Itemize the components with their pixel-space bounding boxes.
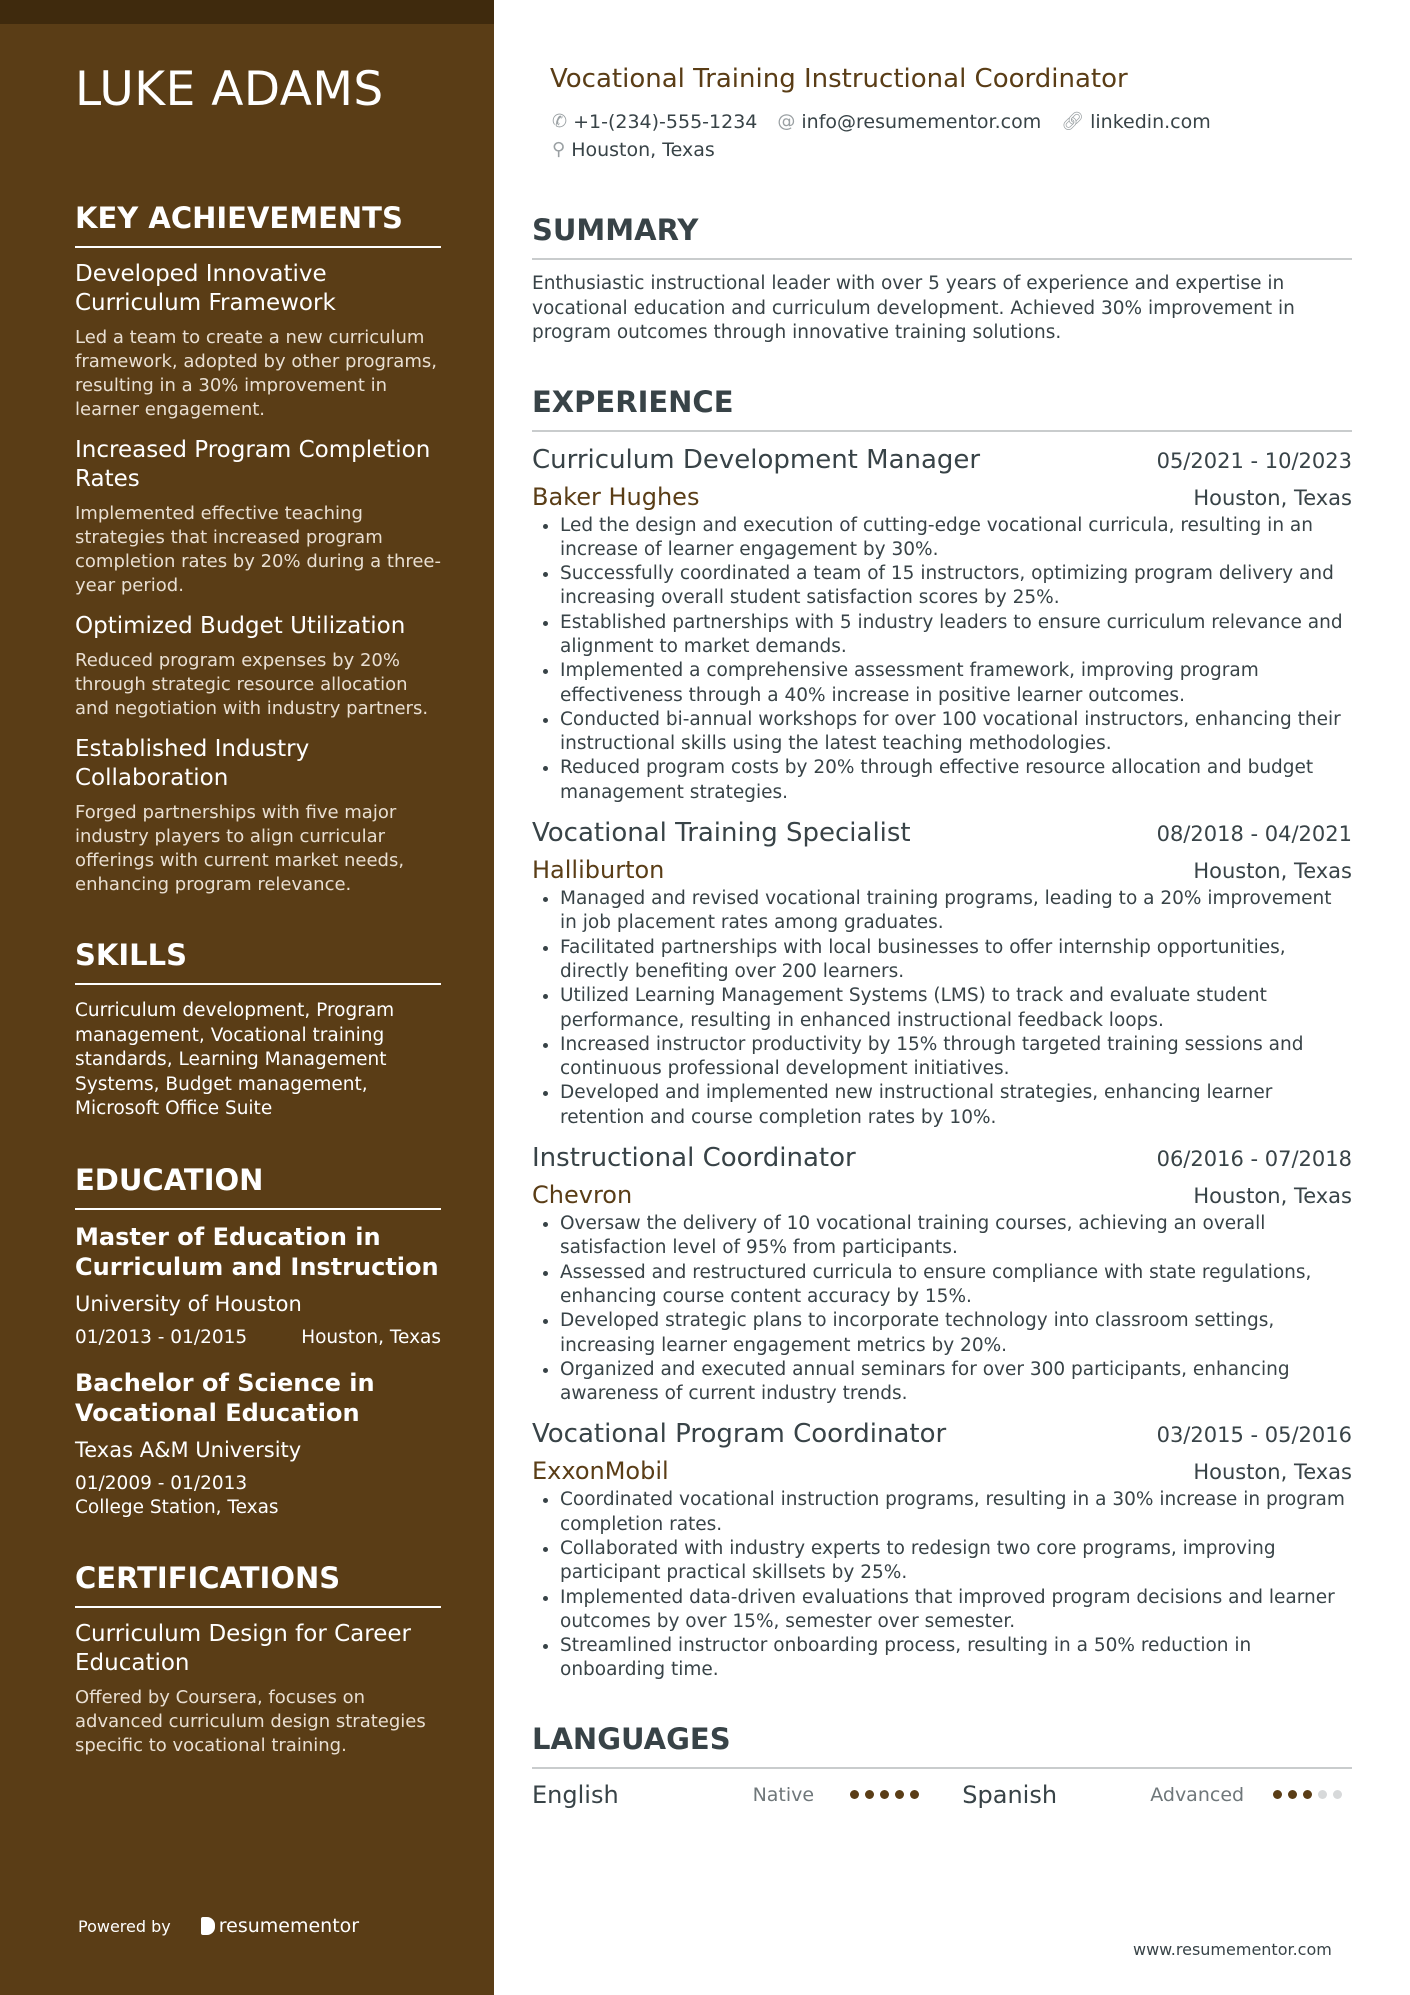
education-section [75, 1162, 441, 1520]
achievement-title: Established Industry Collaboration [75, 736, 310, 791]
job-role: Instructional Coordinator [532, 1143, 856, 1174]
job-bullet: • Managed and revised vocational training programs, leading to a 20% improvement in job placement rates among graduates. [560, 887, 1352, 936]
job-role: Curriculum Development Manager [532, 444, 981, 475]
brand-logo-icon [201, 1917, 215, 1935]
sidebar [0, 0, 494, 1995]
education-location: College Station, Texas [75, 1496, 279, 1518]
rating-dot-empty [1333, 1790, 1342, 1799]
job-bullet: • Collaborated with industry experts to redesign two core programs, improving participant practical skillsets by 25%. [560, 1537, 1352, 1586]
link-icon: 🔗︎ [1061, 111, 1085, 132]
job-bullet: • Developed and implemented new instructional strategies, enhancing learner retention and course completion rates by 10%. [560, 1081, 1352, 1130]
skills-title: SKILLS [75, 937, 441, 985]
sidebar-content [75, 56, 441, 1758]
job-role: Vocational Training Specialist [532, 818, 911, 849]
experience-item [532, 1418, 1352, 1682]
job-bullet: • Facilitated partnerships with local businesses to offer internship opportunities, directly benefiting over 200 learners. [560, 936, 1352, 985]
job-dates: 03/2015 - 05/2016 [1156, 1423, 1352, 1448]
achievement-desc: Reduced program expenses by 20% through strategic resource allocation and negotiation with industry partners. [75, 650, 429, 719]
achievement-desc: Forged partnerships with five major industry players to align curricular offerings with current market needs, enhancing program relevance. [75, 802, 405, 895]
job-bullet: • Conducted bi-annual workshops for over 100 vocational instructors, enhancing their instructional skills using the latest teaching methodologies. [560, 708, 1352, 757]
language-level: Native [752, 1783, 815, 1806]
rating-dot-filled [895, 1790, 904, 1799]
education-title: EDUCATION [75, 1162, 441, 1210]
contact-phone[interactable]: ✆ +1-(234)-555-1234 [552, 108, 757, 136]
contact-info [552, 108, 1352, 164]
languages-section [532, 1721, 1352, 1809]
powered-by-label: Powered by [78, 1916, 171, 1936]
contact-location: ⚲ Houston, Texas [552, 136, 715, 164]
rating-dot-filled [1303, 1790, 1312, 1799]
job-bullets [532, 1212, 1352, 1406]
experience-item [532, 1142, 1352, 1406]
phone-icon: ✆ [552, 111, 568, 132]
education-item [75, 1368, 441, 1520]
rating-dot-filled [1273, 1790, 1282, 1799]
experience-section [532, 384, 1352, 1683]
achievement-title: Increased Program Completion Rates [75, 437, 431, 492]
job-dates: 05/2021 - 10/2023 [1156, 448, 1352, 473]
language-name: Spanish [962, 1780, 1058, 1809]
job-dates: 08/2018 - 04/2021 [1156, 822, 1352, 847]
job-bullet: • Increased instructor productivity by 15% through targeted training sessions and continuous professional development initiatives. [560, 1033, 1352, 1082]
education-item [75, 1222, 441, 1350]
job-bullet: • Successfully coordinated a team of 15 instructors, optimizing program delivery and increasing overall student satisfaction scores by 25%. [560, 562, 1352, 611]
job-location: Houston, Texas [1193, 1184, 1352, 1209]
job-bullets [532, 1488, 1352, 1682]
job-bullet: • Streamlined instructor onboarding process, resulting in a 50% reduction in onboarding time. [560, 1634, 1352, 1683]
achievements-title: KEY ACHIEVEMENTS [75, 200, 441, 248]
main-content [532, 56, 1352, 1809]
achievement-item [75, 612, 441, 721]
education-dates: 01/2009 - 01/2013 [75, 1472, 248, 1494]
job-bullet: • Organized and executed annual seminars for over 300 participants, enhancing awareness of current industry trends. [560, 1358, 1352, 1407]
sidebar-top-strip [0, 0, 494, 24]
education-meta [75, 1326, 441, 1350]
language-name: English [532, 1780, 619, 1809]
certification-title: Curriculum Design for Career Education [75, 1620, 411, 1676]
certification-desc: Offered by Coursera, focuses on advanced curriculum design strategies specific to vocational training. [75, 1686, 426, 1756]
job-bullet: • Implemented a comprehensive assessment framework, improving program effectiveness through a 40% increase in positive learner outcomes. [560, 659, 1352, 708]
job-bullet: • Oversaw the delivery of 10 vocational training courses, achieving an overall satisfaction level of 95% from participants. [560, 1212, 1352, 1261]
rating-dot-filled [865, 1790, 874, 1799]
brand-name: resumementor [218, 1915, 360, 1937]
job-bullet: • Established partnerships with 5 industry leaders to ensure curriculum relevance and alignment to market demands. [560, 611, 1352, 660]
rating-dot-empty [1318, 1790, 1327, 1799]
rating-dot-filled [910, 1790, 919, 1799]
education-school: University of Houston [75, 1291, 302, 1316]
achievement-item [75, 735, 441, 897]
achievement-title: Developed Innovative Curriculum Framework [75, 261, 336, 316]
summary-title: SUMMARY [532, 212, 1352, 260]
education-degree: Master of Education in Curriculum and Instruction [75, 1222, 439, 1281]
contact-linkedin[interactable]: 🔗︎ linkedin.com [1061, 108, 1210, 136]
job-company: Halliburton [532, 856, 665, 885]
job-bullets [532, 887, 1352, 1130]
achievement-item [75, 260, 441, 422]
job-bullet: • Led the design and execution of cutting-edge vocational curricula, resulting in an increase of learner engagement by 30%. [560, 514, 1352, 563]
job-location: Houston, Texas [1193, 859, 1352, 884]
job-dates: 06/2016 - 07/2018 [1156, 1147, 1352, 1172]
powered-by-footer [78, 1915, 359, 1937]
at-icon: @ [777, 111, 796, 132]
skills-section [75, 937, 441, 1122]
candidate-name: LUKE ADAMS [75, 62, 384, 117]
job-company: Baker Hughes [532, 482, 700, 511]
job-role: Vocational Program Coordinator [532, 1419, 947, 1450]
certification-item [75, 1620, 441, 1758]
footer-url[interactable]: www.resumementor.com [1133, 1940, 1332, 1959]
certifications-section [75, 1560, 441, 1758]
experience-title: EXPERIENCE [532, 384, 1352, 432]
job-bullet: • Reduced program costs by 20% through effective resource allocation and budget management strategies. [560, 756, 1352, 805]
summary-text: Enthusiastic instructional leader with over 5 years of experience and expertise in vocational education and curriculum development. Achieved 30% improvement in program outcomes through innovative training solutions. [532, 273, 1295, 343]
achievement-item [75, 436, 441, 598]
language-rating [850, 1790, 963, 1799]
contact-email[interactable]: @ info@resumementor.com [777, 108, 1041, 136]
job-bullet: • Implemented data-driven evaluations that improved program decisions and learner outcomes by over 15%, semester over semester. [560, 1586, 1352, 1635]
language-level: Advanced [1150, 1783, 1245, 1806]
experience-item [532, 817, 1352, 1130]
achievement-title: Optimized Budget Utilization [75, 613, 406, 639]
education-dates: 01/2013 - 01/2015 [75, 1326, 248, 1348]
brand-logo[interactable] [201, 1915, 359, 1937]
education-degree: Bachelor of Science in Vocational Education [75, 1368, 375, 1427]
location-pin-icon: ⚲ [552, 139, 566, 160]
skills-list: Curriculum development, Program management, Vocational training standards, Learning Management Systems, Budget management, Microsoft Office Suite [75, 1000, 395, 1119]
job-location: Houston, Texas [1193, 485, 1352, 510]
education-location: Houston, Texas [301, 1326, 441, 1348]
rating-dot-filled [850, 1790, 859, 1799]
achievements-section [75, 200, 441, 897]
education-school: Texas A&M University [75, 1437, 302, 1462]
job-company: Chevron [532, 1181, 633, 1210]
experience-item [532, 444, 1352, 806]
job-bullet: • Utilized Learning Management Systems (LMS) to track and evaluate student performance, resulting in enhanced instructional feedback loops. [560, 984, 1352, 1033]
job-location: Houston, Texas [1193, 1460, 1352, 1485]
languages-title: LANGUAGES [532, 1721, 1352, 1769]
job-bullet: • Coordinated vocational instruction programs, resulting in a 30% increase in program completion rates. [560, 1488, 1352, 1537]
certifications-title: CERTIFICATIONS [75, 1560, 441, 1608]
languages-row [532, 1781, 1352, 1809]
job-bullet: • Developed strategic plans to incorporate technology into classroom settings, increasing learner engagement metrics by 20%. [560, 1309, 1352, 1358]
job-bullet: • Assessed and restructured curricula to ensure compliance with state regulations, enhancing course content accuracy by 15%. [560, 1261, 1352, 1310]
headline: Vocational Training Instructional Coordinator [550, 64, 1128, 94]
summary-section [532, 212, 1352, 346]
language-rating [1273, 1790, 1352, 1799]
achievement-desc: Implemented effective teaching strategies that increased program completion rates by 20% during a three-year period. [75, 503, 441, 596]
education-meta [75, 1472, 441, 1520]
job-company: ExxonMobil [532, 1457, 669, 1486]
rating-dot-filled [880, 1790, 889, 1799]
rating-dot-filled [1288, 1790, 1297, 1799]
achievement-desc: Led a team to create a new curriculum framework, adopted by other programs, resulting in a 30% improvement in learner engagement. [75, 327, 437, 420]
job-bullets [532, 514, 1352, 806]
